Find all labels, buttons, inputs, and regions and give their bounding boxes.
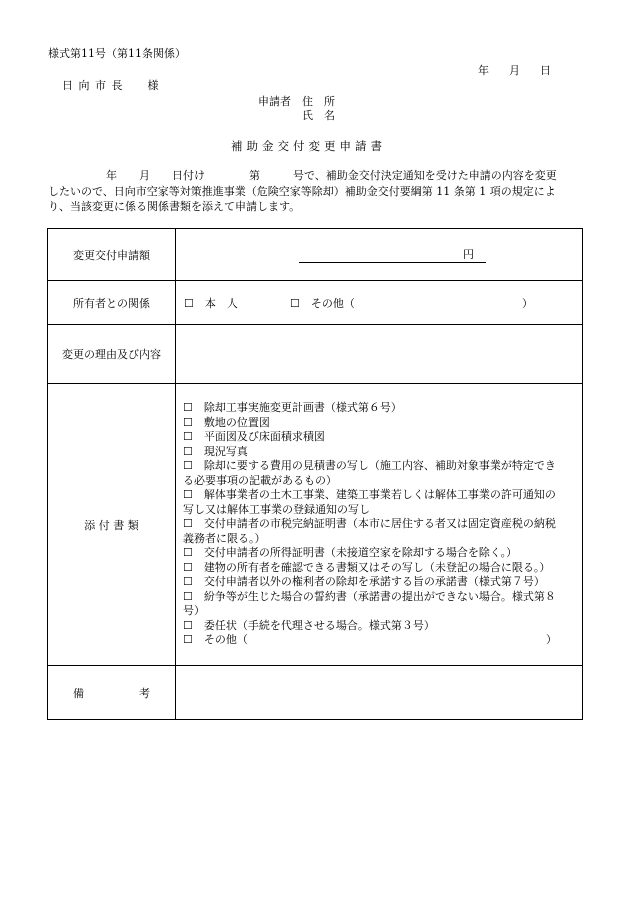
attachment-other-close: ） xyxy=(546,633,557,647)
body-line-2: したいので、日向市空家等対策推進事業（危険空家等除却）補助金交付要綱第 11 条第 1 項の規定によ xyxy=(48,184,556,198)
date-month: 月 xyxy=(509,64,520,77)
attachment-text: 号） xyxy=(183,604,205,618)
attachment-item[interactable] xyxy=(183,561,571,576)
date-day: 日 xyxy=(540,64,551,77)
reason-row xyxy=(48,325,583,384)
attachment-text: ☐ 除却に要する費用の見積書の写し（施工内容、補助対象事業が特定でき xyxy=(183,459,556,473)
attachment-text: る必要事項の記載があるもの） xyxy=(183,473,337,487)
attachment-text: ☐ 交付申請者の所得証明書（未接道空家を除却する場合を除く。） xyxy=(183,546,518,560)
attachment-text: ☐ 現況写真 xyxy=(183,444,248,458)
relation-other-checkbox[interactable]: ☐ その他（ xyxy=(290,296,355,310)
attachment-item[interactable] xyxy=(183,517,571,532)
attachment-text: ☐ 交付申請者の市税完納証明書（本市に居住する者又は固定資産税の納税 xyxy=(183,517,556,531)
remarks-row xyxy=(48,666,583,720)
amount-field[interactable]: 円 xyxy=(299,247,486,263)
attachment-item[interactable] xyxy=(183,488,571,503)
relation-self-checkbox[interactable]: ☐ 本 人 xyxy=(184,296,238,310)
reason-field[interactable] xyxy=(176,325,583,384)
relation-label: 所有者との関係 xyxy=(48,281,176,325)
relation-cell xyxy=(176,281,583,325)
relation-row xyxy=(48,281,583,325)
attachment-text: ☐ 平面図及び床面積求積図 xyxy=(183,430,325,444)
attachment-text: ☐ 建物の所有者を確認できる書類又はその写し（未登記の場合に限る。） xyxy=(183,560,551,574)
body-paragraph xyxy=(48,168,588,215)
attachment-item[interactable] xyxy=(183,575,571,590)
amount-row xyxy=(48,229,583,281)
attachments-list xyxy=(177,401,581,648)
attachment-text: 写し又は解体工事業の登録通知の写し xyxy=(183,502,370,516)
relation-other-close: ） xyxy=(522,296,533,310)
attachment-item[interactable] xyxy=(183,430,571,445)
attachment-text: ☐ 交付申請者以外の権利者の除却を承諾する旨の承諾書（様式第７号） xyxy=(183,575,545,589)
date-year: 年 xyxy=(478,64,489,77)
body-line-1: 年 月 日付け 第 号で、補助金交付決定通知を受けた申請の内容を変更 xyxy=(106,169,557,182)
applicant-name-label: 氏 名 xyxy=(302,109,335,122)
remarks-field[interactable] xyxy=(176,666,583,720)
attachment-item[interactable] xyxy=(183,619,571,634)
addressee: 日 向 市 長 様 xyxy=(62,79,160,92)
attachments-cell xyxy=(176,384,583,666)
attachment-item[interactable] xyxy=(183,445,571,460)
attachment-item xyxy=(183,532,571,547)
attachment-text: ☐ 敷地の位置図 xyxy=(183,415,270,429)
attachment-item[interactable] xyxy=(183,401,571,416)
attachment-item[interactable] xyxy=(183,546,571,561)
attachment-item[interactable] xyxy=(183,459,571,474)
body-line-3: り、当該変更に係る関係書類を添えて申請します。 xyxy=(48,200,301,213)
form-number: 様式第11号（第11条関係） xyxy=(48,47,186,60)
attachment-text: ☐ 紛争等が生じた場合の誓約書（承諾書の提出ができない場合。様式第８ xyxy=(183,589,556,603)
applicant-address-label: 申請者 住 所 xyxy=(258,95,335,108)
amount-cell[interactable] xyxy=(176,229,583,281)
attachment-text: ☐ その他（ xyxy=(183,633,248,647)
attachment-item[interactable] xyxy=(183,416,571,431)
remarks-label xyxy=(48,666,176,720)
attachment-item[interactable] xyxy=(183,590,571,605)
attachments-label: 添 付 書 類 xyxy=(48,384,176,666)
attachment-item xyxy=(183,604,571,619)
remarks-label-text: 備 考 xyxy=(73,686,172,700)
attachment-item xyxy=(183,474,571,489)
attachment-text: 義務者に限る。） xyxy=(183,531,266,545)
amount-label: 変更交付申請額 xyxy=(48,229,176,281)
attachment-text: ☐ 委任状（手続を代理させる場合。様式第３号） xyxy=(183,618,435,632)
date-line xyxy=(478,64,571,78)
attachment-text: ☐ 解体事業者の土木工事業、建築工事業若しくは解体工事業の許可通知の xyxy=(183,488,556,502)
application-table xyxy=(47,228,583,720)
attachment-item xyxy=(183,503,571,518)
document-title: 補助金交付変更申請書 xyxy=(231,139,386,153)
attachments-row xyxy=(48,384,583,666)
reason-label: 変更の理由及び内容 xyxy=(48,325,176,384)
attachment-item[interactable] xyxy=(183,633,571,648)
attachment-text: ☐ 除却工事実施変更計画書（様式第６号） xyxy=(183,401,402,415)
